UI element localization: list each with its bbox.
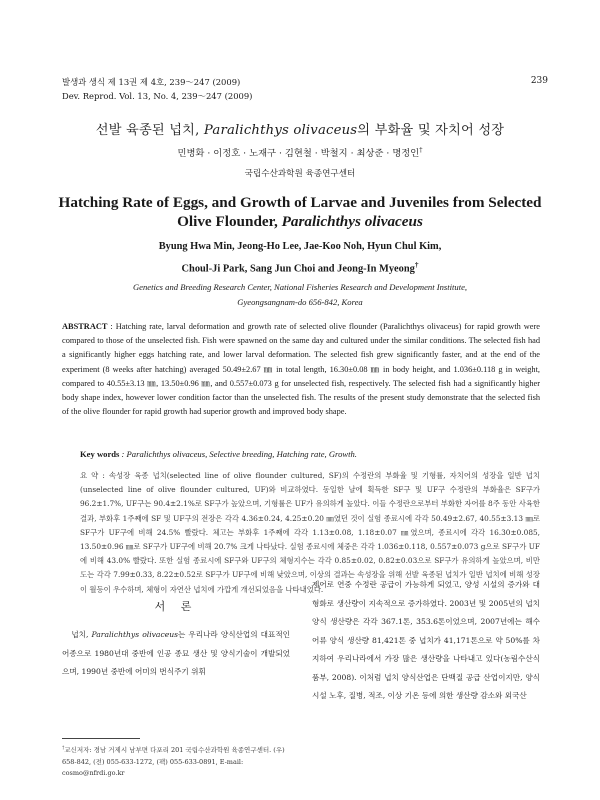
affiliation-english — [40, 280, 560, 310]
abstract-label: ABSTRACT — [62, 322, 108, 331]
summary-korean: 요 약 : 속성장 육종 넙치(selected line of olive flounder cultured, SF)의 수정란의 부화율 및 기형률, 자치어의 성장을 일반 넙치(unselected line of olive flounder cultured, UF)와 비교하였다. 동일한 날에 획득한 SF구 및 UF구 수정란의 부화율은 SF구가 96.2±1.7%, UF구는 90.4±2.1%로 SF구가 높았으며, 기형률은 UF가 유의하게 높았다. 이들 수정란으로부터 부화한 자어를 8주 동안 사육한 결과, 부화후 1주째에 SF 및 UF구의 전장은 각각 4.36±0.24, 4.25±0.20 ㎜였던 것이 실험 종료시에 각각 50.49±2.67, 40.55±3.13 ㎜로 SF구가 UF구에 비해 24.5% 빨랐다. 체고는 부화후 1주째에 각각 1.13±0.08, 1.18±0.07 ㎜였으며, 종료시에 각각 16.30±0.085, 13.50±0.96 ㎜로 SF구가 UF구에 비해 20.7% 크게 나타났다. 실험 종료시에 체중은 각각 1.036±0.118, 0.557±0.073 g으로 SF구가 UF에 비해 43.0% 빨랐다. 또한 실험 종료시에 SF구와 UF구의 체형지수는 각각 0.85±0.02, 0.82±0.03으로 SF구가 유의하게 높았으며, 비만도는 각각 7.99±0.33, 8.22±0.52로 SF구가 UF구에 비해 낮았으며, 이상의 결과는 속성장을 위해 선발 육종된 넙치가 일반 넙치에 비해 성장이 월등이 우수하며, 체형이 자연산 넙치에 가깝게 개선되었음을 나타내었다. — [80, 471, 540, 594]
keywords-value: : Paralichthys olivaceus, Selective breeding, Hatching rate, Growth. — [121, 449, 357, 459]
intro-p1-rest: 는 우리나라 양식산업의 대표적인 어종으로 1980년대 중반에 인공 종묘 생산 및 양식기술이 개발되었으며, 1990년 중반에 어미의 번식주기 위휘 — [62, 630, 290, 676]
title-en-line2 — [40, 212, 560, 231]
intro-left-column — [62, 626, 290, 682]
title-en-species: Paralichthys olivaceus — [281, 213, 423, 230]
footnote-mark: † — [62, 746, 65, 751]
journal-header-en: Dev. Reprod. Vol. 13, No. 4, 239～247 (2009) — [62, 91, 253, 101]
keywords-label: Key words — [80, 449, 120, 459]
affiliation-line1: Genetics and Breeding Research Center, National Fisheries Research and Development Institute, — [132, 282, 468, 292]
intro-p1-start: 넙치, — [71, 630, 92, 639]
title-en-line2-before: Olive Flounder, — [177, 213, 282, 230]
title-kr-after: 의 부화율 및 자치어 성장 — [357, 123, 505, 138]
footnote-divider — [62, 738, 140, 739]
keywords — [80, 449, 357, 459]
authors-kr-names: 민병화 · 이정호 · 노재구 · 김현철 · 박철지 · 최상준 · 명정인 — [177, 148, 420, 159]
authors-en-line1: Byung Hwa Min, Jeong-Ho Lee, Jae-Koo Noh, Hyun Chul Kim, — [158, 241, 442, 252]
footnote — [62, 743, 290, 780]
authors-english — [40, 238, 560, 278]
institute-korean: 국립수산과학원 육종연구센터 — [244, 169, 356, 179]
affiliation-line2: Gyeongsangnam-do 656-842, Korea — [237, 297, 363, 307]
authors-en-line2 — [40, 256, 560, 278]
authors-korean — [40, 145, 560, 159]
intro-species: Paralichthys olivaceus — [91, 630, 178, 639]
authors-en-line2-names: Choul-Ji Park, Sang Jun Choi and Jeong-In Myeong — [181, 263, 415, 275]
title-en-line1: Hatching Rate of Eggs, and Growth of Larvae and Juveniles from Selected — [58, 194, 542, 211]
intro-right-column: 제어로 연중 수정란 공급이 가능하게 되었고, 양성 시설의 증가와 대형화로 생산량이 지속적으로 증가하였다. 2003년 및 2005년의 넙치 양식 생산량은 각각 367.1톤, 353.6톤이었으며, 2007년에는 해수어류 양식 생산량 81,421톤 중 넙치가 41,171톤으로 약 50%를 차지하여 우리나라에서 가장 많은 생산량을 나타내고 있다(농림수산식품부, 2008). 이처럼 넙치 양식산업은 단백질 공급 산업이지만, 양식 시설 노후, 질병, 적조, 이상 기온 등에 의한 생산량 감소와 외국산 — [312, 580, 540, 700]
authors-en-mark: † — [414, 261, 419, 269]
footnote-text: 교신저자: 경남 거제시 남부면 다포리 201 국립수산과학원 육종연구센터. (우) 658-842, (전) 055-633-1272, (팩) 055-633-0891, E-mail: cosmo@nfrdi.go.kr — [62, 746, 285, 778]
journal-header-kr: 발생과 생식 제 13권 제 4호, 239～247 (2009) — [62, 77, 241, 87]
title-kr-species: Paralichthys olivaceus — [203, 123, 358, 138]
title-korean — [40, 119, 560, 138]
abstract — [62, 320, 540, 419]
page-number: 239 — [530, 76, 548, 86]
corresponding-mark: † — [419, 145, 423, 154]
abstract-text: : Hatching rate, larval deformation and growth rate of selected olive flounder (Paralichthys olivaceus) for rapid growth were compared to those of the unselected fish. Fish were spawned on the same day and cultured under the similar conditions. The selected fish had a significantly higher eggs hatching rate, and lower larval deformation. The selected fish grew significantly faster, and at the end of the experiment (8 weeks after hatching) averaged 50.49±2.67 ㎜ in total length, 16.30±0.08 ㎜ in body height, and 1.036±0.118 g in weight, compared to 40.55±3.13 ㎜, 13.50±0.96 ㎜, and 0.557±0.073 g for unselected fish, respectively. The selected fish had a significantly higher body shape index, however lower condition factor than the unselected fish. The results of the present study demonstrate that the selected fish of the olive flounder for rapid growth had superior growth and improved body shape. — [62, 322, 540, 417]
section-title-introduction: 서 론 — [154, 600, 198, 613]
title-kr-before: 선발 육종된 넙치, — [95, 123, 204, 138]
title-english — [40, 193, 560, 231]
